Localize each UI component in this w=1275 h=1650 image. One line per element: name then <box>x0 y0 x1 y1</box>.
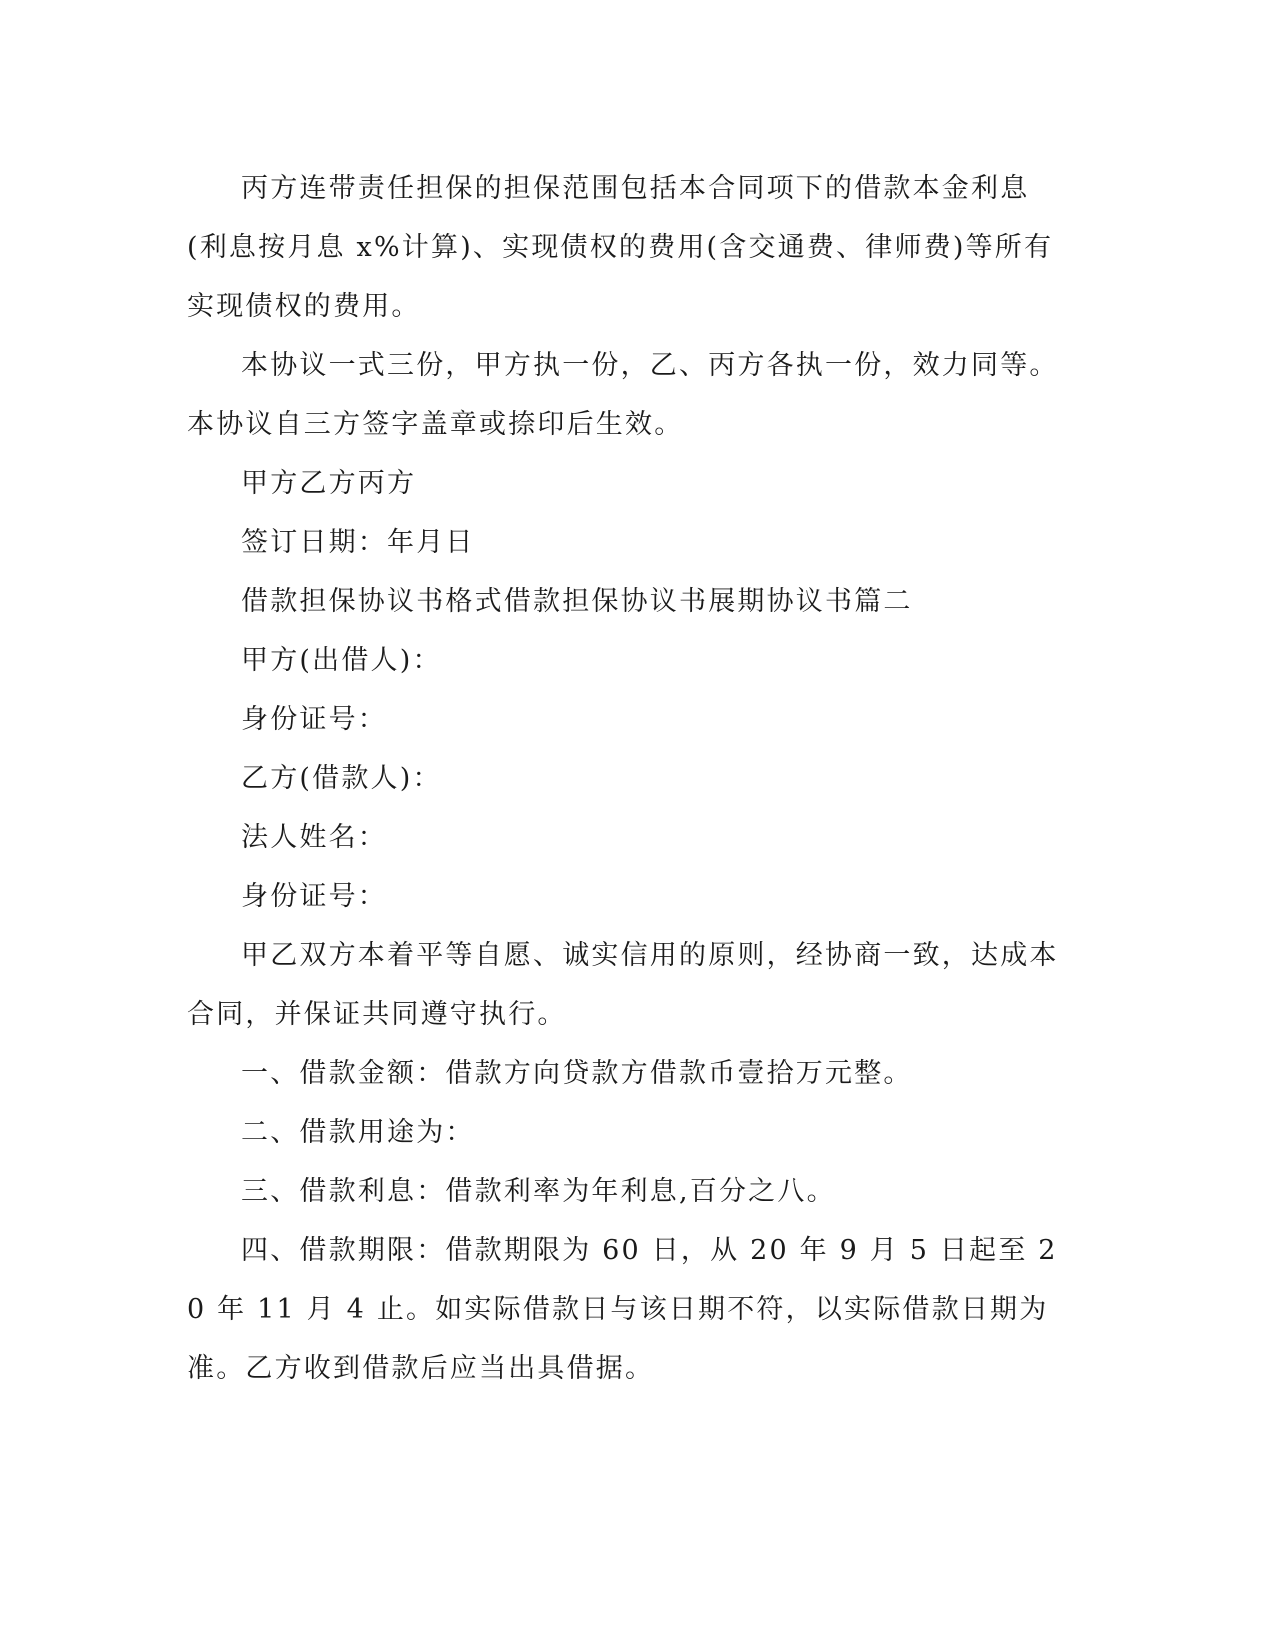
field-lender: 甲方(出借人)： <box>241 645 442 676</box>
paragraph-parties: 甲方乙方丙方 <box>241 468 417 499</box>
field-borrower: 乙方(借款人)： <box>241 763 442 794</box>
field-legal-person: 法人姓名： <box>241 822 387 853</box>
clause-loan-amount: 一、借款金额：借款方向贷款方借款币壹拾万元整。 <box>241 1058 913 1089</box>
paragraph-principle: 甲乙双方本着平等自愿、诚实信用的原则，经协商一致，达成本合同，并保证共同遵守执行。 <box>187 940 1059 1030</box>
field-lender-id: 身份证号： <box>241 704 387 735</box>
paragraph-guarantee-scope: 丙方连带责任担保的担保范围包括本合同项下的借款本金利息(利息按月息 x%计算)、实现债权的费用(含交通费、律师费)等所有实现债权的费用。 <box>187 173 1054 322</box>
clause-loan-interest: 三、借款利息：借款利率为年利息,百分之八。 <box>241 1176 836 1207</box>
field-borrower-id: 身份证号： <box>241 881 387 912</box>
section-title: 借款担保协议书格式借款担保协议书展期协议书篇二 <box>241 586 913 617</box>
paragraph-signing-date: 签订日期：年月日 <box>241 527 475 558</box>
clause-loan-purpose: 二、借款用途为： <box>241 1117 475 1148</box>
clause-loan-term: 四、借款期限：借款期限为 60 日，从 20 年 9 月 5 日起至 20 年 11 月 4 止。如实际借款日与该日期不符，以实际借款日期为准。乙方收到借款后应当出具借据。 <box>187 1235 1058 1384</box>
document-body <box>187 159 1067 1398</box>
paragraph-copies-effect: 本协议一式三份，甲方执一份，乙、丙方各执一份，效力同等。本协议自三方签字盖章或捺印后生效。 <box>187 350 1059 440</box>
